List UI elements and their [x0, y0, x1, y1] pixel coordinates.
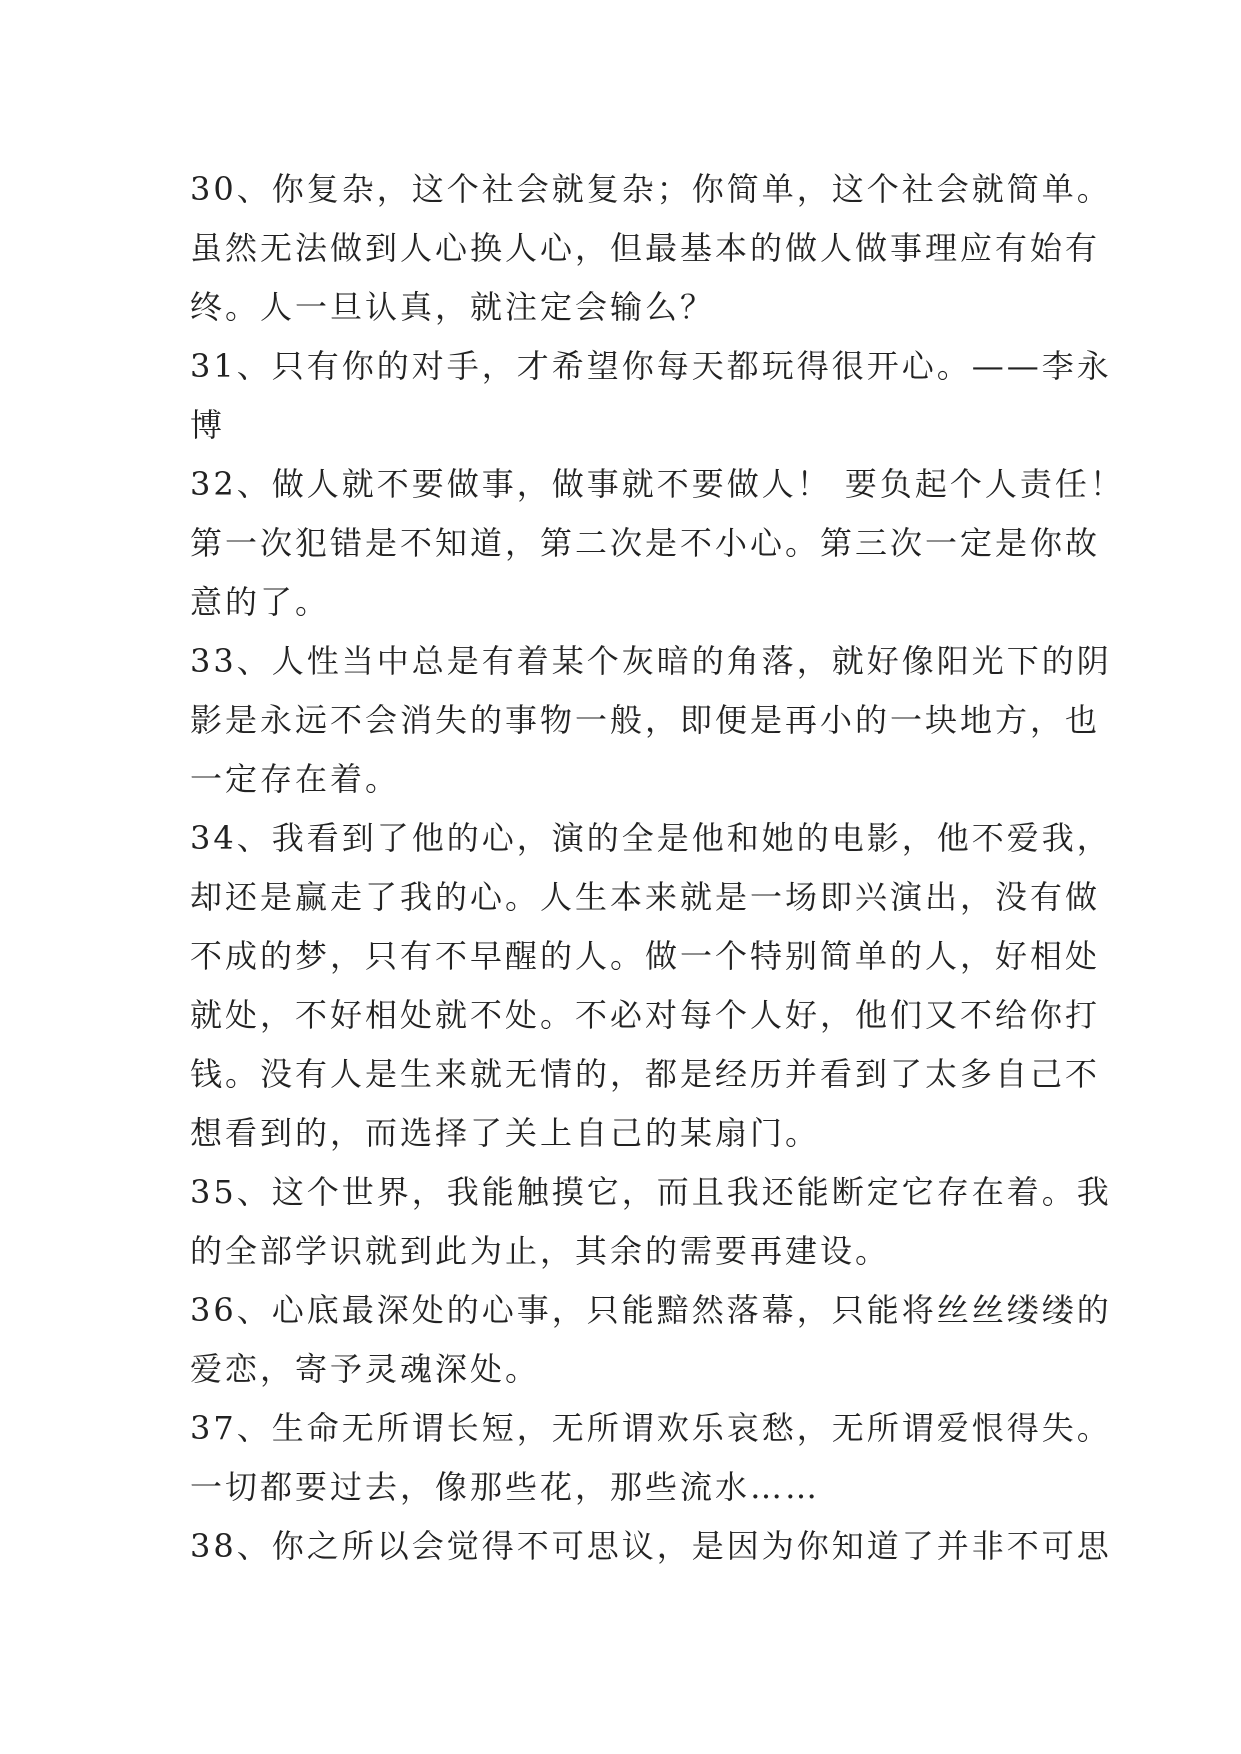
text-line: 爱恋，寄予灵魂深处。	[190, 1350, 541, 1388]
paragraph-31	[190, 337, 1112, 455]
text-line: 30、你复杂，这个社会就复杂；你简单，这个社会就简单。	[190, 170, 1112, 208]
text-line: 想看到的，而选择了关上自己的某扇门。	[190, 1114, 821, 1152]
paragraph-35	[190, 1163, 1112, 1281]
text-line: 不成的梦，只有不早醒的人。做一个特别简单的人，好相处	[190, 937, 1101, 975]
paragraph-38	[190, 1517, 1112, 1576]
text-line: 终。人一旦认真，就注定会输么？	[190, 288, 716, 326]
paragraph-34	[190, 809, 1112, 1163]
text-line: 一定存在着。	[190, 760, 401, 798]
text-line: 35、这个世界，我能触摸它，而且我还能断定它存在着。我	[190, 1173, 1112, 1211]
paragraph-30	[190, 160, 1112, 337]
text-line: 却还是赢走了我的心。人生本来就是一场即兴演出，没有做	[190, 878, 1101, 916]
text-line: 32、做人就不要做事，做事就不要做人！ 要负起个人责任！	[190, 465, 1125, 503]
text-line: 34、我看到了他的心，演的全是他和她的电影，他不爱我，	[190, 819, 1112, 857]
text-line: 就处，不好相处就不处。不必对每个人好，他们又不给你打	[190, 996, 1101, 1034]
text-line: 钱。没有人是生来就无情的，都是经历并看到了太多自己不	[190, 1055, 1101, 1093]
text-line: 博	[190, 406, 226, 444]
document-page	[190, 160, 1125, 1576]
text-line: 33、人性当中总是有着某个灰暗的角落，就好像阳光下的阴	[190, 642, 1112, 680]
text-line: 意的了。	[190, 583, 331, 621]
paragraph-32	[190, 455, 1125, 632]
text-line: 的全部学识就到此为止，其余的需要再建设。	[190, 1232, 891, 1270]
text-line: 一切都要过去，像那些花，那些流水……	[190, 1468, 821, 1506]
text-line: 36、心底最深处的心事，只能黯然落幕，只能将丝丝缕缕的	[190, 1291, 1112, 1329]
paragraph-37	[190, 1399, 1112, 1517]
text-line: 影是永远不会消失的事物一般，即便是再小的一块地方，也	[190, 701, 1101, 739]
text-line: 第一次犯错是不知道，第二次是不小心。第三次一定是你故	[190, 524, 1101, 562]
text-line: 38、你之所以会觉得不可思议，是因为你知道了并非不可思	[190, 1527, 1112, 1565]
text-line: 37、生命无所谓长短，无所谓欢乐哀愁，无所谓爱恨得失。	[190, 1409, 1112, 1447]
paragraph-36	[190, 1281, 1112, 1399]
text-line: 虽然无法做到人心换人心，但最基本的做人做事理应有始有	[190, 229, 1101, 267]
text-line: 31、只有你的对手，才希望你每天都玩得很开心。——李永	[190, 347, 1112, 385]
paragraph-33	[190, 632, 1112, 809]
